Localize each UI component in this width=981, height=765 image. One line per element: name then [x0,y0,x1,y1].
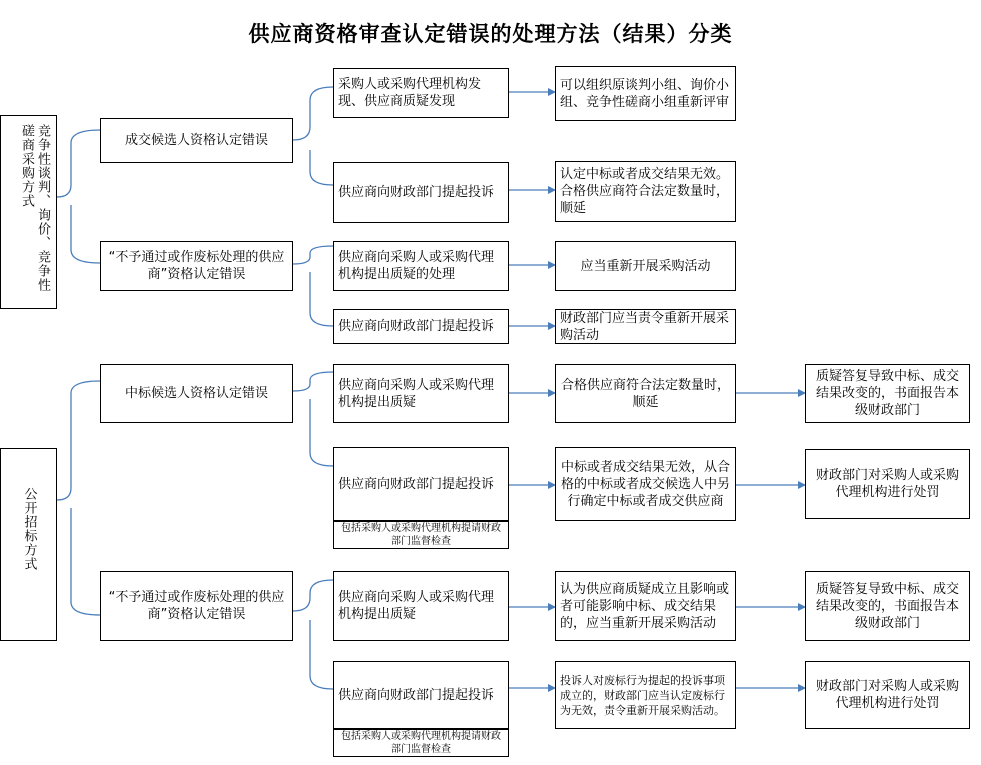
action-a8-note: 包括采购人或采购代理机构提请财政部门监督检查 [333,729,509,757]
result-r5: 合格供应商符合法定数量时，顺延 [555,364,736,423]
outcome-f3: 质疑答复导致中标、成交结果改变的，书面报告本级财政部门 [805,571,970,641]
result-r7: 认为供应商质疑成立且影响或者可能影响中标、成交结果的，应当重新开展采购活动 [555,571,736,641]
method-open-tender: 公开招标方式 [0,448,57,641]
action-a5: 供应商向采购人或采购代理机构提出质疑 [333,364,509,423]
action-a2: 供应商向财政部门提起投诉 [333,162,509,223]
outcome-f2: 财政部门对采购人或采购代理机构进行处罚 [805,449,970,519]
result-r1: 可以组织原谈判小组、询价小组、竞争性磋商小组重新评审 [555,66,736,121]
brace-o-reject [293,580,333,611]
action-a4: 供应商向财政部门提起投诉 [333,309,509,344]
brace-o-candidate [293,372,333,391]
outcome-f1: 质疑答复导致中标、成交结果改变的，书面报告本级财政部门 [805,364,970,423]
method-competitive: 竞争性谈判、询价、竞争性磋商采购方式 [0,115,57,309]
error-competitive-candidate: 成交候选人资格认定错误 [100,118,293,163]
result-r3: 应当重新开展采购活动 [555,241,736,291]
result-r6: 中标或者成交结果无效，从合格的中标或者成交候选人中另行确定中标或者成交供应商 [555,447,736,521]
outcome-f4: 财政部门对采购人或采购代理机构进行处罚 [805,661,970,729]
error-open-candidate: 中标候选人资格认定错误 [100,364,293,423]
action-a6-note: 包括采购人或采购代理机构提请财政部门监督检查 [333,521,509,549]
brace-open [57,381,100,500]
result-r2: 认定中标或者成交结果无效。合格供应商符合法定数量时，顺延 [555,161,736,222]
brace-competitive [57,130,100,197]
action-a7: 供应商向采购人或采购代理机构提出质疑 [333,571,509,641]
action-a8: 供应商向财政部门提起投诉 [333,661,509,729]
action-a1: 采购人或采购代理机构发现、供应商质疑发现 [333,68,509,118]
action-a6: 供应商向财政部门提起投诉 [333,447,509,521]
result-r4: 财政部门应当责令重新开展采购活动 [555,309,736,344]
result-r8: 投诉人对废标行为提起的投诉事项成立的，财政部门应当认定废标行为无效，责令重新开展采购活动。 [555,661,736,729]
error-open-reject: “不予通过或作废标处理的供应商”资格认定错误 [100,571,293,641]
brace-c-candidate [293,87,333,140]
page-title: 供应商资格审查认定错误的处理方法（结果）分类 [248,22,733,46]
brace-c-reject [293,246,333,264]
action-a3: 供应商向采购人或采购代理机构提出质疑的处理 [333,241,509,291]
error-competitive-reject: “不予通过或作废标处理的供应商”资格认定错误 [100,241,293,291]
